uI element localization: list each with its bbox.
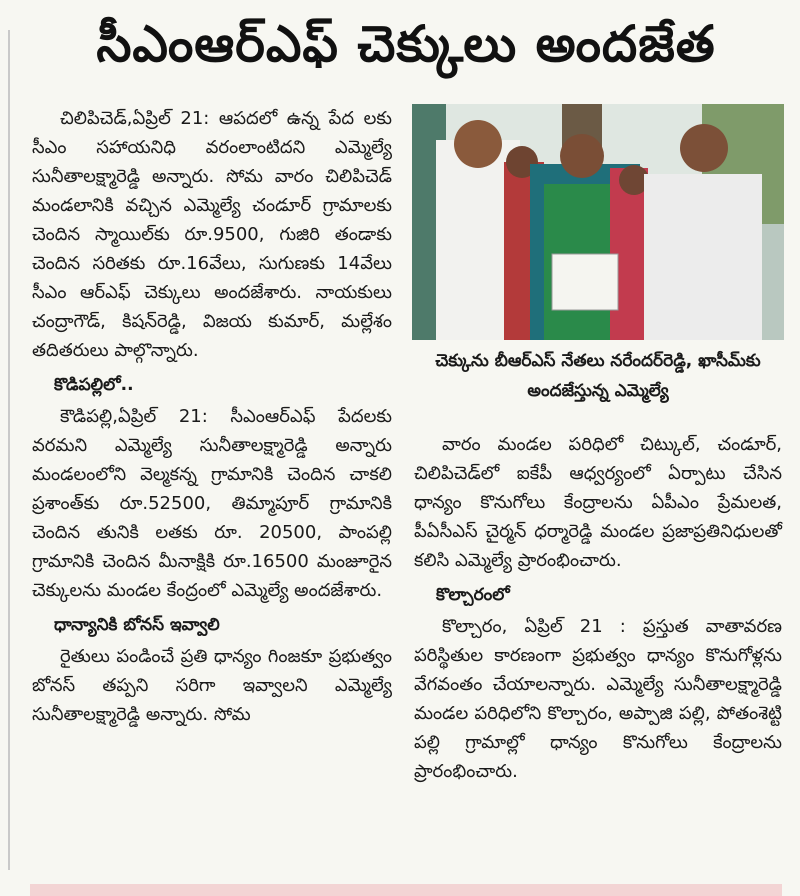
news-photo [412, 104, 784, 340]
bottom-strip [30, 884, 782, 896]
subhead-kolcharam: కొల్చారంలో [436, 585, 510, 605]
photo-caption: చెక్కును బీఆర్‌ఎస్ నేతలు నరేందర్‌రెడ్డి, ఖాసీమ్‌కు అందజేస్తున్న ఎమ్మెల్యే [435, 351, 761, 401]
left-column [32, 104, 392, 729]
photo-illustration [412, 104, 784, 340]
subhead-bonus: ధాన్యానికి బోనస్ ఇవ్వాలి [54, 615, 220, 635]
left-paragraph-3: రైతులు పండించే ప్రతి ధాన్యం గింజకూ ప్రభుత్వం బోనస్ తప్పని సరిగా ఇవ్వాలని ఎమ్మెల్యే సునీతాలక్ష్మారెడ్డి అన్నారు. సోమ [32, 646, 392, 725]
right-column [414, 430, 782, 786]
column-rule [8, 30, 10, 870]
left-paragraph-1: చిలిపిచెడ్,ఏప్రిల్ 21: ఆపదలో ఉన్న పేద లకు సీఎం సహాయనిధి వరంలాంటిదని ఎమ్మెల్యే సునీతాలక్ష్మారెడ్డి అన్నారు. సోమ వారం చిలిపిచెడ్ మండలానికి వచ్చిన ఎమ్మెల్యే చండూర్ గ్రామాలకు చెందిన స్మాయిల్‌కు రూ.9500, గుజిరి తండాకు చెందిన సరితకు రూ.16వేలు, సుగుణకు 14వేలు సీఎం ఆర్‌ఎఫ్ చెక్కులు అందజేశారు. నాయకులు చంద్రాగౌడ్, కిషన్‌రెడ్డి, విజయ కుమార్, మల్లేశం తదితరులు పాల్గొన్నారు. [32, 108, 392, 361]
right-paragraph-1: వారం మండల పరిధిలో చిట్కుల్, చండూర్, చిలిపిచెడ్‌లో ఐకేపీ ఆధ్వర్యంలో ఏర్పాటు చేసిన ధాన్యం కొనుగోలు కేంద్రాలను ఏపీఎం ప్రేమలత, పీఏసీఎస్ చైర్మన్ ధర్మారెడ్డి మండల ప్రజాప్రతినిధులతో కలిసి ఎమ్మెల్యే ప్రారంభించారు. [414, 434, 782, 571]
left-paragraph-2: కౌడిపల్లి,ఏప్రిల్ 21: సీఎంఆర్‌ఎఫ్ పేదలకు వరమని ఎమ్మెల్యే సునీతాలక్ష్మారెడ్డి అన్నారు మండలంలోని వెల్మకన్న గ్రామానికి చెందిన చాకలి ప్రశాంత్‌కు రూ.52500, తిమ్మాపూర్ గ్రామానికి చెందిన తునికి లతకు రూ. 20500, పాంపల్లి గ్రామానికి చెందిన మీనాక్షికి రూ.16500 మంజూరైన చెక్కులను మండల కేంద్రంలో ఎమ్మెల్యే అందజేశారు. [32, 406, 392, 601]
subhead-kodipalli: కొడిపల్లిలో.. [54, 375, 134, 395]
right-paragraph-2: కొల్చారం, ఏప్రిల్ 21 : ప్రస్తుత వాతావరణ పరిస్థితుల కారణంగా ప్రభుత్వం ధాన్యం కొనుగోళ్లను వేగవంతం చేయాలన్నారు. ఎమ్మెల్యే సునీతాలక్ష్మారెడ్డి మండల పరిధిలోని కొల్చారం, అప్పాజి పల్లి, పోతంశెట్టి పల్లి గ్రామాల్లో ధాన్యం కొనుగోలు కేంద్రాలను ప్రారంభించారు. [414, 616, 782, 782]
headline: సీఎంఆర్‌ఎఫ్ చెక్కులు అందజేత [96, 14, 716, 73]
